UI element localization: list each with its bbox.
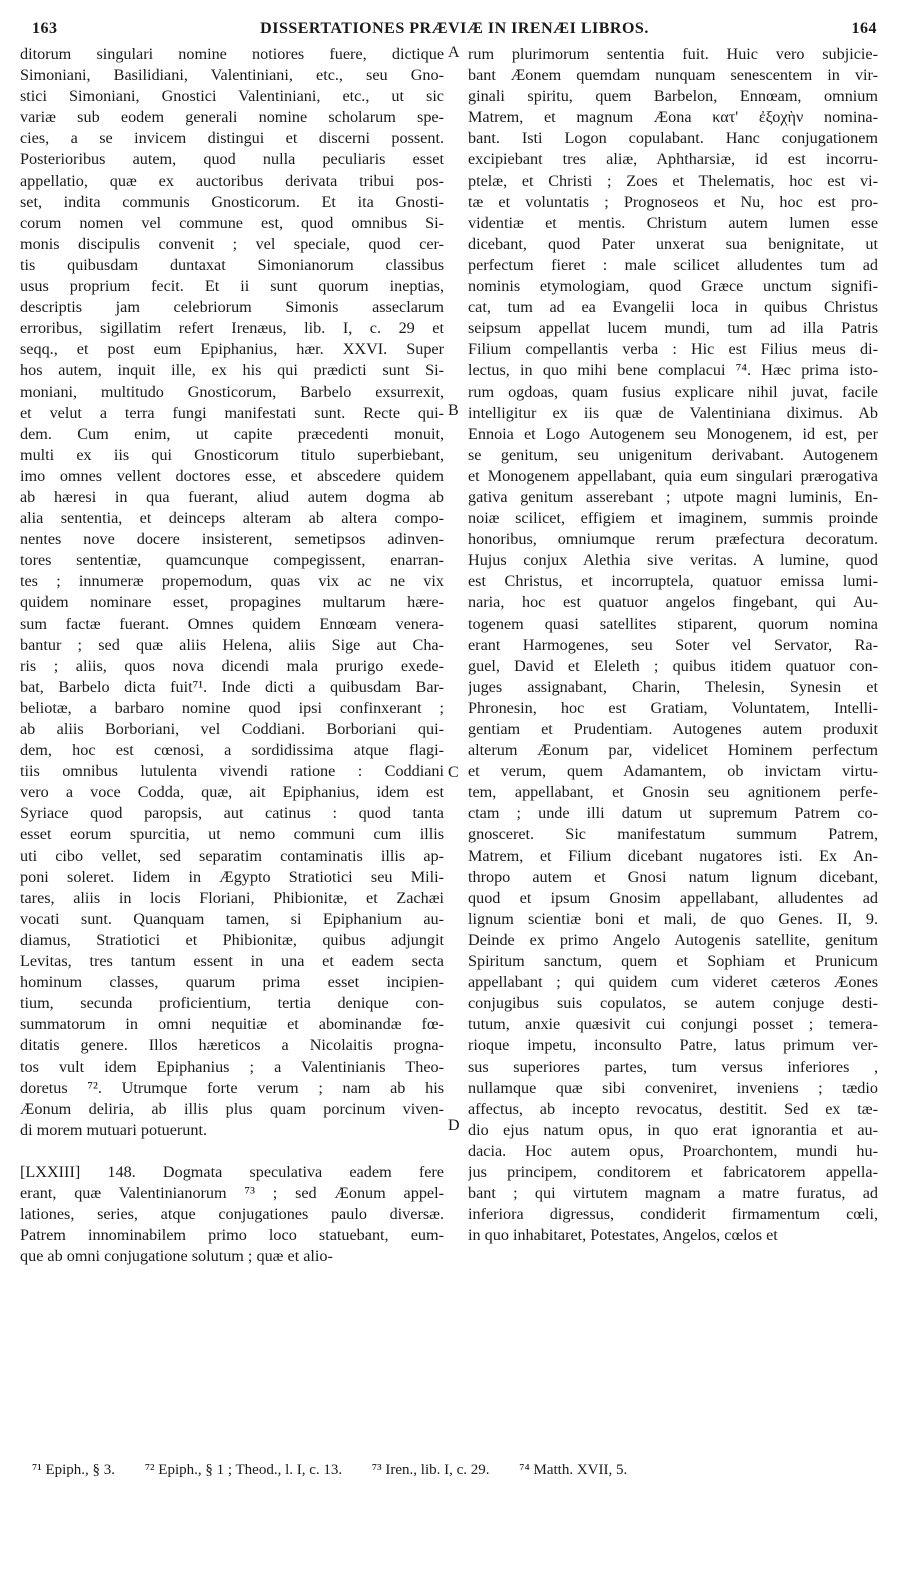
text-line: tæ et voluntatis ; Prognoseos et Nu, hoc est pro-: [468, 192, 878, 211]
margin-marker-c: C: [448, 764, 459, 781]
text-line: que ab omni conjugatione solutum ; quæ et alio-: [20, 1247, 333, 1266]
text-line: ditatis genere. Illos hæreticos a Nicolaitis progna-: [20, 1036, 444, 1055]
text-line: juges assignabant, Charin, Thelesin, Synesin et: [468, 677, 878, 696]
text-line: tis quibusdam duntaxat Simonianorum classibus: [20, 255, 444, 274]
left-column: [20, 44, 444, 1267]
text-line: [LXXIII] 148. Dogmata speculativa eadem fere: [20, 1162, 444, 1181]
running-title: DISSERTATIONES PRÆVIÆ IN IRENÆI LIBROS.: [260, 20, 649, 37]
text-line: affectus, ab incepto revocatus, destitit. Sed ex tæ-: [468, 1099, 878, 1118]
text-line: dacia. Hoc autem opus, Proarchontem, mundi hu-: [468, 1141, 878, 1160]
text-line: noiæ scilicet, effigiem et imaginem, summis proinde: [468, 509, 878, 528]
footnote: ⁷³ Iren., lib. I, c. 29.: [371, 1462, 490, 1478]
text-line: alia sententia, et deinceps alteram ab altera compo-: [20, 509, 444, 528]
text-line: ris ; aliis, quos nova dicendi mala prurigo exede-: [20, 656, 444, 675]
text-line: honoribus, omniumque rerum præfectura decoratum.: [468, 530, 878, 549]
text-line: sus superiores partes, tum versus inferiores ,: [468, 1057, 878, 1076]
text-line: togenem quasi satellites stiparent, quorum nomina: [468, 614, 878, 633]
text-line: bant Æonem quemdam nunquam senescentem in vir-: [468, 66, 878, 85]
text-line: Phronesin, hoc est Gratiam, Voluntatem, Intelli-: [468, 698, 878, 717]
text-line: rum plurimorum sententia fuit. Huic vero subjicie-: [468, 45, 878, 63]
text-line: sum factæ fuerant. Omnes quidem Ennœam venera-: [20, 614, 444, 633]
text-line: Matrem, et magnum Æona κατ' ἐξοχὴν nomina-: [468, 108, 878, 127]
text-line: quidem nominare esset, propagines multarum hære-: [20, 593, 444, 612]
text-line: seqq., et post eum Epiphanius, hær. XXVI. Super: [20, 340, 444, 359]
text-line: bantur ; sed quæ aliis Helena, aliis Sige aut Cha-: [20, 635, 444, 654]
text-line: naria, hoc est quatuor angelos fingebant, qui Au-: [468, 593, 878, 612]
text-line: dem, hoc est cœnosi, a sordidissima atque flagi-: [20, 741, 444, 760]
footnotes: [32, 1462, 882, 1479]
footnote: ⁷⁴ Matth. XVII, 5.: [519, 1462, 628, 1478]
text-line: dicebant, quod Pater unxerat sua benignitate, ut: [468, 234, 878, 253]
text-line: ptelæ, et Christi ; Zoes et Thelematis, hoc est vi-: [468, 171, 878, 190]
text-line: nominis etymologiam, quod Græce unctum signifi-: [468, 277, 878, 296]
text-line: bat, Barbelo dicta fuit⁷¹. Inde dicti a quibusdam Bar-: [20, 677, 444, 696]
text-line: bant ; qui virtutem magnam a matre furatus, ad: [468, 1184, 878, 1203]
text-line: ditorum singulari nomine notiores fuere, dictique: [20, 45, 444, 63]
text-line: descriptis jam celebriorum Simonis asseclarum: [20, 298, 444, 317]
text-line: Posterioribus autem, quod nulla peculiaris esset: [20, 150, 444, 169]
text-line: Simoniani, Basilidiani, Valentiniani, etc., seu Gno-: [20, 66, 444, 85]
text-line: inferiora digressus, condiderit firmamentum cœli,: [468, 1205, 878, 1224]
text-line: Patrem innominabilem primo loco statuebant, eum-: [20, 1226, 444, 1245]
text-line: lignum scientiæ boni et mali, de quo Genes. II, 9.: [468, 909, 878, 928]
text-line: uti cibo vellet, sed separatim contaminatis illis ap-: [20, 846, 444, 865]
text-line: excipiebant tres aliæ, Aphtharsiæ, id est incorru-: [468, 150, 878, 169]
text-line: ctam ; unde illi datum ut supremum Patrem co-: [468, 804, 878, 823]
text-line: tutum, anxie quæsivit cui conjungi posset ; temera-: [468, 1015, 878, 1034]
text-line: tium, secunda proficientium, tertia denique con-: [20, 994, 444, 1013]
text-line: gnosceret. Sic manifestatum summum Patrem,: [468, 825, 878, 844]
text-line: summatorum in omni nequitiæ et abominandæ fœ-: [20, 1015, 444, 1034]
text-line: ab aliis Borboriani, vel Coddiani. Borboriani qui-: [20, 720, 444, 738]
text-line: bant. Isti Logon copulabant. Hanc conjugationem: [468, 129, 878, 148]
text-line: rum ogdoas, quam fusius explicare nihil juvat, facile: [468, 382, 878, 401]
text-line: Æonum deliria, ab illis plus quam porcinum viven-: [20, 1099, 444, 1118]
text-line: ab hæresi in qua fuerant, aliud autem dogma ab: [20, 487, 444, 506]
text-line: poni soleret. Iidem in Ægypto Stratiotici seu Mili-: [20, 867, 444, 886]
text-line: [20, 1141, 444, 1162]
text-line: beliotæ, a barbaro nomine quod ipsi confinxerant ;: [20, 698, 444, 717]
text-line: et velut a terra fungi manifestati sunt. Recte qui-: [20, 403, 444, 422]
text-line: imo omnes vellent doctores esse, et abscedere quidem: [20, 466, 444, 485]
text-line: alterum Æonum par, videlicet Hominem perfectum: [468, 741, 878, 760]
text-line: jus principem, conditorem et fabricatorem appella-: [468, 1162, 878, 1181]
right-column: [468, 44, 878, 1246]
footnote: ⁷¹ Epiph., § 3.: [32, 1462, 116, 1478]
text-line: Ennoia et Logo Autogenem seu Monogenem, id est, per: [468, 424, 878, 443]
text-line: Hujus conjux Alethia sive veritas. A lumine, quod: [468, 551, 878, 570]
text-line: erant Harmogenes, seu Soter vel Servator, Ra-: [468, 635, 878, 654]
margin-marker-d: D: [448, 1117, 460, 1134]
text-line: vero a voce Codda, quæ, ait Epiphanius, idem est: [20, 783, 444, 802]
text-line: tares, aliis in locis Floriani, Phibionitæ, et Zachæi: [20, 888, 444, 907]
text-line: gativa genitum asserebant ; utpote magni luminis, En-: [468, 487, 878, 506]
text-line: tes ; innumeræ propemodum, quas vix ac ne vix: [20, 572, 444, 591]
text-line: et verum, quem Adamantem, ob invictam virtu-: [468, 762, 878, 781]
text-line: moniani, multitudo Gnosticorum, Barbelo exsurrexit,: [20, 382, 444, 401]
text-line: Filium compellantis verba : Hic est Filius meus di-: [468, 340, 878, 359]
text-line: diamus, Stratiotici et Phibionitæ, quibus adjungit: [20, 930, 444, 949]
text-line: perfectum fieret : male scilicet alludentes tum ad: [468, 255, 878, 274]
text-line: in quo inhabitaret, Potestates, Angelos, cœlos et: [468, 1226, 778, 1245]
running-header: [32, 20, 877, 42]
text-line: multi ex iis qui Gnosticorum titulo superbiebant,: [20, 445, 444, 464]
text-line: quod et ipsum Gnosim appellabant, alludentes ad: [468, 888, 878, 907]
text-line: videntiæ et mentis. Christum autem lumen esse: [468, 213, 878, 232]
text-line: doretus ⁷². Utrumque forte verum ; nam ab his: [20, 1078, 444, 1097]
text-line: tiis omnibus lutulenta vivendi ratione : Coddiani: [20, 762, 444, 781]
footnote: ⁷² Epiph., § 1 ; Theod., l. I, c. 13.: [144, 1462, 343, 1478]
text-line: dem. Cum enim, ut capite præcedenti monuit,: [20, 424, 444, 443]
text-line: intelligitur ex iis quæ de Valentiniana diximus. Ab: [468, 403, 878, 422]
text-line: conjugibus suis copulatos, se autem conjuge desti-: [468, 994, 878, 1013]
margin-marker-a: A: [448, 44, 460, 61]
text-line: set, indita communis Gnosticorum. Et ita Gnosti-: [20, 192, 444, 211]
margin-marker-b: B: [448, 402, 459, 419]
text-line: cat, tum ad ea Evangelii loca in quibus Christus: [468, 298, 878, 317]
text-line: stici Simoniani, Gnostici Valentiniani, etc., ut sic: [20, 87, 444, 106]
text-line: erant, quæ Valentinianorum ⁷³ ; sed Æonum appel-: [20, 1184, 444, 1203]
text-line: tos vult idem Epiphanius ; a Valentinianis Theo-: [20, 1057, 444, 1076]
text-line: tores sententiæ, quamcunque compegissent, enarran-: [20, 551, 444, 570]
text-line: Levitas, tres tantum essent in una et eadem secta: [20, 952, 444, 971]
text-line: et Monogenem appellabant, quia eum singulari prærogativa: [468, 466, 878, 485]
text-line: Syriace quod paropsis, aut catinus : quod tanta: [20, 804, 444, 823]
text-line: variæ sub eodem generali nomine scholarum spe-: [20, 108, 444, 127]
page-number-left: 163: [32, 20, 58, 37]
text-line: monis discipulis convenit ; vel speciale, quod cer-: [20, 234, 444, 253]
text-line: di morem mutuari potuerunt.: [20, 1120, 208, 1139]
text-line: ginali spiritu, quem Barbelon, Ennœam, omnium: [468, 87, 878, 106]
text-line: usus proprium fecit. Et ii sunt quorum ineptias,: [20, 277, 444, 296]
text-line: rioque impetu, inconsulto Patre, latus primum ver-: [468, 1036, 878, 1055]
text-line: Deinde ex primo Angelo Autogenis satellite, genitum: [468, 930, 878, 949]
text-line: dio ejus natum opus, in quo erat ignorantia et au-: [468, 1120, 878, 1139]
text-line: se genitum, seu unigenitum derivabant. Autogenem: [468, 445, 878, 464]
text-line: Matrem, et Filium dicebant nugatores isti. Ex An-: [468, 846, 878, 865]
text-line: thropo autem et Gnosi natum lignum dicebant,: [468, 867, 878, 886]
text-line: nullamque quæ sibi conveniret, inveniens ; tædio: [468, 1078, 878, 1097]
text-line: lectus, in quo mihi bene complacui ⁷⁴. Hæc prima isto-: [468, 361, 878, 380]
text-line: seipsum appellat lucem mundi, tum ad illa Patris: [468, 319, 878, 338]
text-line: hos autem, inquit ille, ex his qui prædicti sunt Si-: [20, 361, 444, 380]
text-line: esset eorum spurcitia, ut nemo communi cum illis: [20, 825, 444, 844]
text-line: gentiam et Prudentiam. Autogenes autem produxit: [468, 720, 878, 738]
text-line: hominum classes, quarum prima esset incipien-: [20, 973, 444, 992]
text-line: corum nomen vel commune est, quod omnibus Si-: [20, 213, 444, 232]
text-line: Spiritum sanctum, quem et Sophiam et Prunicum: [468, 952, 878, 971]
text-line: cies, a se invicem distingui et discerni possent.: [20, 129, 444, 148]
text-line: tem, appellabant, et Gnosin seu agnitionem perfe-: [468, 783, 878, 802]
page-number-right: 164: [851, 20, 877, 37]
text-line: erroribus, sigillatim refert Irenæus, lib. I, c. 29 et: [20, 319, 444, 338]
text-line: vocati sunt. Quanquam tamen, si Epiphanium au-: [20, 909, 444, 928]
text-line: nentes nove docere insisterent, semetipsos adinven-: [20, 530, 444, 549]
text-line: guel, David et Eleleth ; quibus itidem quatuor con-: [468, 656, 878, 675]
text-line: est Christus, et incorruptela, quatuor emissa lumi-: [468, 572, 878, 591]
text-line: appellatio, quæ ex auctoribus derivata tribui pos-: [20, 171, 444, 190]
text-line: lationes, series, atque conjugationes paulo diversæ.: [20, 1205, 444, 1224]
text-line: appellabant ; qui quidem cum videret cæteros Æones: [468, 973, 878, 992]
